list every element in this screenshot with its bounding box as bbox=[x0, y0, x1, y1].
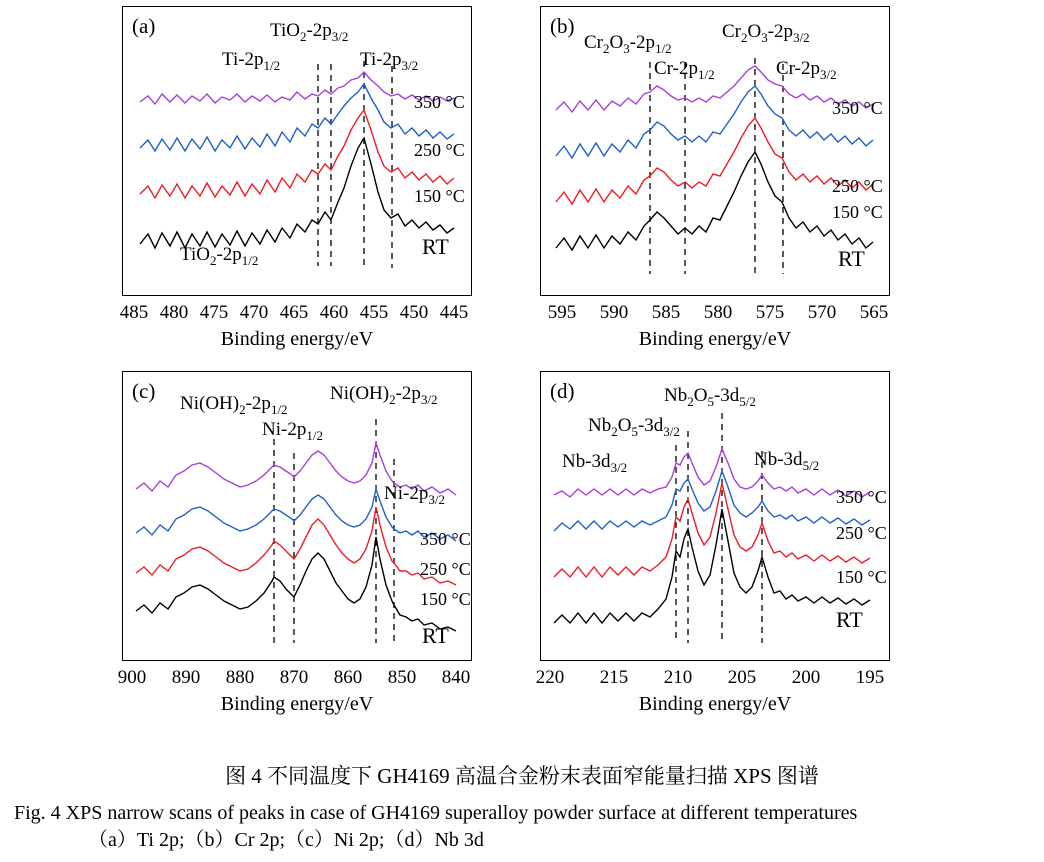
panel-b-xaxis-title: Binding energy/eV bbox=[638, 328, 792, 350]
panel-a-label: (a) bbox=[132, 14, 156, 38]
panel-d-xtick-215: 215 bbox=[599, 667, 629, 688]
panel-a-xtick-445: 445 bbox=[439, 302, 469, 323]
panel-d-series-label-350: 350 °C bbox=[836, 487, 887, 507]
panel-d-series-label-rt: RT bbox=[836, 607, 863, 632]
panel-c-xaxis-title: Binding energy/eV bbox=[220, 693, 374, 715]
panel-c-annotation-ni-2p32: $Ni-2p_{3/2}$ bbox=[384, 483, 445, 507]
panel-b-xtick-565: 565 bbox=[859, 302, 889, 323]
panel-b-series-label-150: 150 °C bbox=[832, 202, 883, 222]
panel-c-xtick-870: 870 bbox=[279, 667, 309, 688]
panel-c-label: (c) bbox=[132, 379, 156, 403]
panel-a-xtick-450: 450 bbox=[399, 302, 429, 323]
panel-b-series-label-rt: RT bbox=[838, 246, 865, 271]
panel-b-xtick-570: 570 bbox=[807, 302, 837, 323]
panel-b-xtick-585: 585 bbox=[651, 302, 681, 323]
panel-c-curves bbox=[122, 371, 472, 661]
panel-d-xticklabels bbox=[535, 667, 890, 693]
panel-c-xtick-890: 890 bbox=[171, 667, 201, 688]
panel-a-xticklabels bbox=[119, 302, 472, 328]
panel-a-series-label-rt: RT bbox=[422, 234, 449, 259]
panel-b-annotation-cr-2p12: $Cr-2p_{1/2}$ bbox=[654, 58, 715, 82]
panel-a-annotation-ti-2p12: $Ti-2p_{1/2}$ bbox=[222, 49, 281, 73]
panel-c-xtick-900: 900 bbox=[117, 667, 147, 688]
panel-d-annotation-nb-3d32: $Nb-3d_{3/2}$ bbox=[562, 451, 628, 475]
panel-c-series-label-rt: RT bbox=[422, 623, 449, 648]
panel-a-annotation-tio2-2p12: $TiO_2-2p_{1/2}$ bbox=[180, 244, 259, 268]
panel-c-series-label-150: 150 °C bbox=[420, 589, 471, 609]
panel-a-xtick-465: 465 bbox=[279, 302, 309, 323]
panel-a-series-label-350: 350 °C bbox=[414, 92, 465, 112]
panel-a-xtick-475: 475 bbox=[199, 302, 229, 323]
panel-c-annotation-nioh2-2p32: $Ni(OH)_2-2p_{3/2}$ bbox=[330, 383, 438, 407]
panel-d-annotation-nb2o5-3d32: $Nb_2O_5-3d_{3/2}$ bbox=[588, 415, 680, 439]
panel-b-marker-lines bbox=[650, 58, 783, 274]
panel-c bbox=[117, 371, 492, 715]
panel-c-series-label-350: 350 °C bbox=[420, 529, 471, 549]
panel-b-label: (b) bbox=[550, 14, 575, 38]
panel-d-xtick-210: 210 bbox=[663, 667, 693, 688]
panel-b-xtick-595: 595 bbox=[547, 302, 577, 323]
panel-d-series-label-250: 250 °C bbox=[836, 523, 887, 543]
figure-caption-english bbox=[0, 800, 1044, 854]
panel-b bbox=[540, 6, 910, 350]
panel-d bbox=[535, 371, 910, 715]
panel-d-series-label-150: 150 °C bbox=[836, 567, 887, 587]
panel-b-annotation-cr-2p32: $Cr-2p_{3/2}$ bbox=[776, 58, 837, 82]
panel-d-xtick-205: 205 bbox=[727, 667, 757, 688]
panel-d-label: (d) bbox=[550, 379, 575, 403]
panel-b-xtick-575: 575 bbox=[755, 302, 785, 323]
panel-a-xtick-485: 485 bbox=[119, 302, 149, 323]
panel-d-annotation-nb2o5-3d52: $Nb_2O_5-3d_{5/2}$ bbox=[664, 385, 756, 409]
panel-c-annotation-nioh2-2p12: $Ni(OH)_2-2p_{1/2}$ bbox=[180, 393, 288, 417]
panel-d-xtick-195: 195 bbox=[855, 667, 885, 688]
panel-a bbox=[119, 6, 492, 350]
panel-b-xtick-590: 590 bbox=[599, 302, 629, 323]
panel-a-xtick-480: 480 bbox=[159, 302, 189, 323]
panel-b-annotation-cr2o3-2p32: $Cr_2O_3-2p_{3/2}$ bbox=[722, 21, 810, 45]
panel-c-xtick-860: 860 bbox=[333, 667, 363, 688]
panel-a-xtick-455: 455 bbox=[359, 302, 389, 323]
panel-a-xaxis-title: Binding energy/eV bbox=[220, 328, 374, 350]
panel-d-xtick-220: 220 bbox=[535, 667, 565, 688]
panel-a-annotation-tio2-2p32: $TiO_2-2p_{3/2}$ bbox=[270, 20, 349, 44]
panel-c-xtick-880: 880 bbox=[225, 667, 255, 688]
panel-a-series-label-150: 150 °C bbox=[414, 186, 465, 206]
figure-caption-english-line2: （a）Ti 2p;（b）Cr 2p;（c）Ni 2p;（d）Nb 3d bbox=[88, 829, 484, 851]
figure-caption-english-line1: Fig. 4 XPS narrow scans of peaks in case of GH4169 superalloy powder surface at different temperatures bbox=[14, 802, 858, 824]
panel-c-series-label-250: 250 °C bbox=[420, 559, 471, 579]
panel-c-annotation-ni-2p12: $Ni-2p_{1/2}$ bbox=[262, 419, 323, 443]
panel-d-xtick-200: 200 bbox=[791, 667, 821, 688]
panel-b-series-label-250: 250 °C bbox=[832, 176, 883, 196]
panel-c-xtick-840: 840 bbox=[441, 667, 471, 688]
panel-a-xtick-470: 470 bbox=[239, 302, 269, 323]
panel-a-xtick-460: 460 bbox=[319, 302, 349, 323]
panel-b-xtick-580: 580 bbox=[703, 302, 733, 323]
panel-a-series-label-250: 250 °C bbox=[414, 140, 465, 160]
figure-caption-chinese: 图 4 不同温度下 GH4169 高温合金粉末表面窄能量扫描 XPS 图谱 bbox=[225, 764, 819, 788]
panel-b-xticklabels bbox=[540, 302, 890, 328]
panel-d-annotation-nb-3d52: $Nb-3d_{5/2}$ bbox=[754, 449, 820, 473]
panel-c-xtick-850: 850 bbox=[387, 667, 417, 688]
panel-c-marker-lines bbox=[274, 419, 394, 643]
panel-d-xaxis-title: Binding energy/eV bbox=[638, 693, 792, 715]
panel-a-annotation-ti-2p32: $Ti-2p_{3/2}$ bbox=[360, 49, 419, 73]
panel-c-xticklabels bbox=[117, 667, 472, 693]
panel-b-annotation-cr2o3-2p12: $Cr_2O_3-2p_{1/2}$ bbox=[584, 32, 672, 56]
panel-b-series-label-350: 350 °C bbox=[832, 98, 883, 118]
